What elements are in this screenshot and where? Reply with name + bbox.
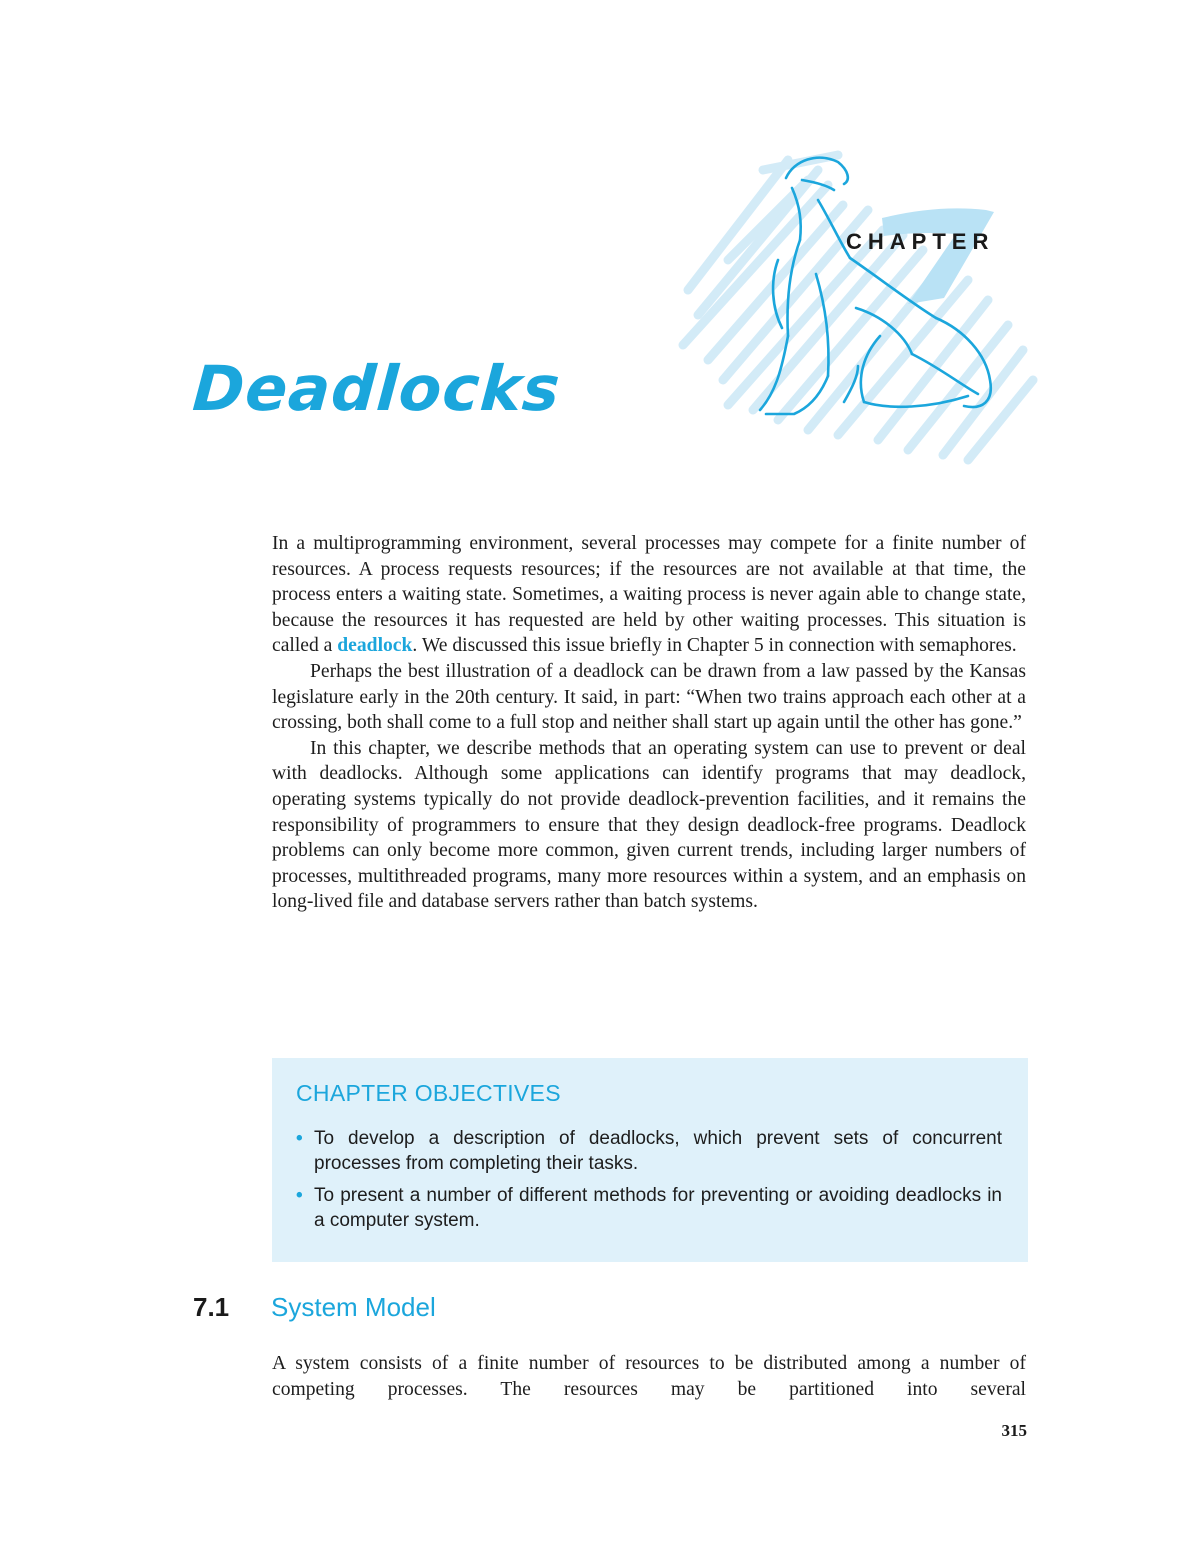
objectives-heading: CHAPTER OBJECTIVES (296, 1080, 561, 1106)
key-term: deadlock (337, 635, 413, 657)
intro-paragraph (272, 531, 1026, 659)
intro-text-before-term: In a multiprogramming environment, several processes may compete for a finite number of resources. A process requests resources; if the resources are not available at that time, the process enters a waiting state. Sometimes, a waiting process is never again able to change state, because the resources it has requested are held by other waiting processes. This situation is called a (272, 533, 1026, 657)
intro-text (272, 531, 1026, 915)
intro-paragraph: In this chapter, we describe methods that an operating system can use to prevent or deal with deadlocks. Although some applications can identify programs that may deadlock, operating systems typically do not provide deadlock-prevention facilities, and it remains the responsibility of programmers to ensure that they design deadlock-free programs. Deadlock problems can only become more common, given current trends, including larger numbers of processes, multithreaded programs, many more resources within a system, and an emphasis on long-lived file and database servers rather than batch systems. (272, 737, 1026, 913)
objective-text: To develop a description of deadlocks, which prevent sets of concurrent processes from completing their tasks. (314, 1128, 1002, 1174)
intro-paragraph: Perhaps the best illustration of a deadlock can be drawn from a law passed by the Kansas legislature early in the 20th century. It said, in part: “When two trains approach each other at a crossing, both shall come to a full stop and neither shall start up again until the other has gone.” (272, 660, 1026, 734)
section-paragraph: A system consists of a finite number of resources to be distributed among a number of competing processes. The resources may be partitioned into several (272, 1353, 1026, 1400)
section-number: 7.1 (193, 1292, 230, 1322)
objective-item (296, 1184, 1002, 1233)
dog-sketch (760, 158, 991, 414)
section-title: System Model (271, 1292, 436, 1322)
objective-item (296, 1127, 1002, 1176)
objectives-list (296, 1127, 1002, 1233)
intro-text-after-term: . We discussed this issue briefly in Chapter 5 in connection with semaphores. (412, 635, 1017, 657)
chapter-objectives-box (272, 1058, 1028, 1262)
bullet-icon: • (296, 1128, 303, 1149)
chapter-title: Deadlocks (190, 352, 564, 425)
chapter-opener-illustration (668, 140, 1048, 470)
bullet-icon: • (296, 1185, 303, 1206)
chapter-label: CHAPTER (846, 229, 995, 254)
chapter-number-glyph (882, 208, 994, 304)
objective-text: To present a number of different methods for preventing or avoiding deadlocks in a computer system. (314, 1185, 1002, 1231)
page-number: 315 (1001, 1421, 1027, 1440)
